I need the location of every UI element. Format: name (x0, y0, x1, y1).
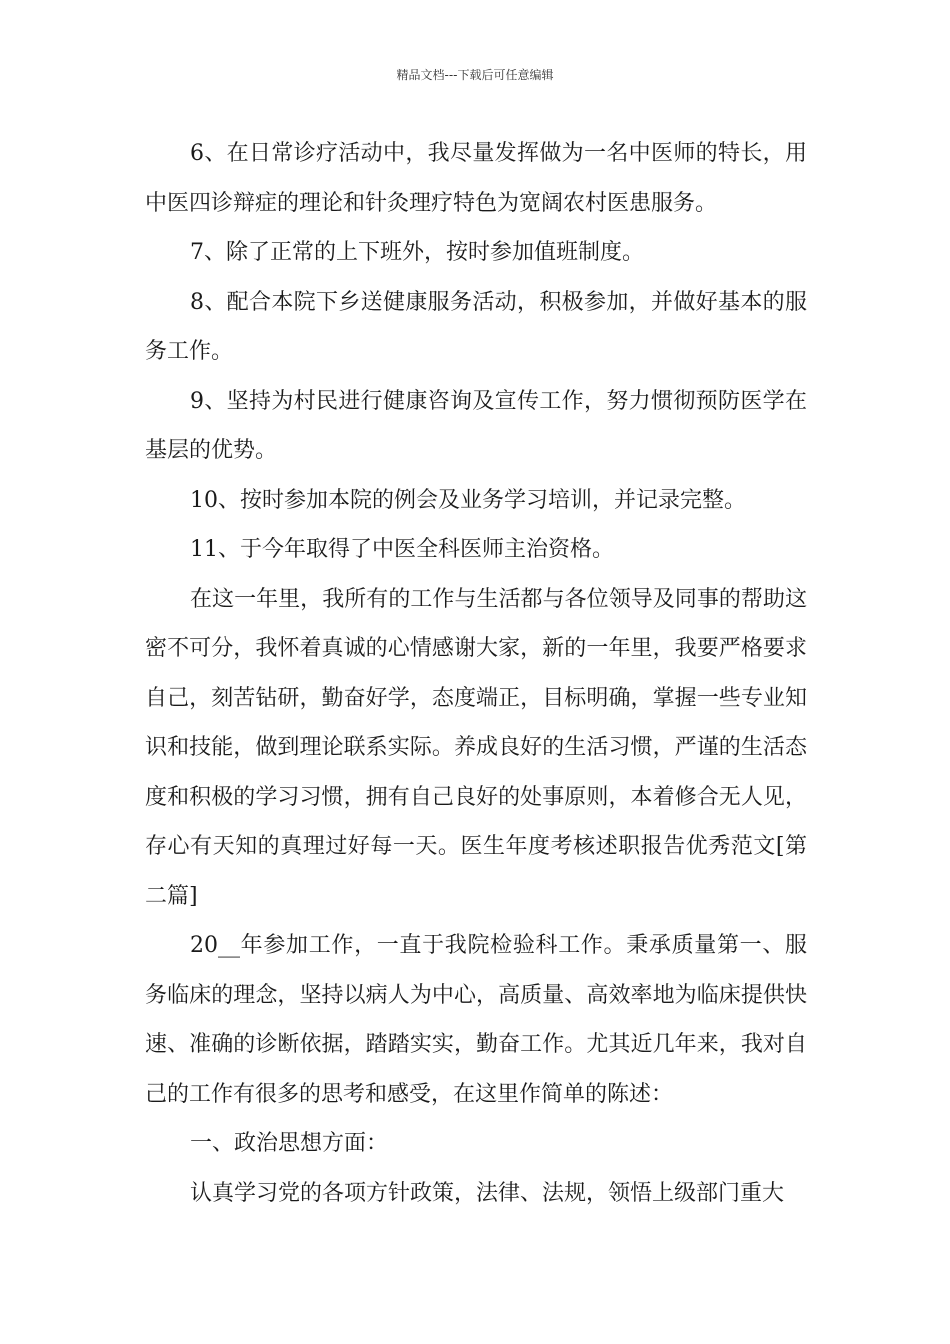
page-header: 精品文档---下载后可任意编辑 (396, 68, 554, 82)
paragraph-item-9: 9、坚持为村民进行健康咨询及宣传工作，努力惯彻预防医学在基层的优势。 (145, 388, 807, 463)
paragraph-summary: 在这一年里，我所有的工作与生活都与各位领导及同事的帮助这密不可分，我怀着真诚的心情感谢大家，新的一年里，我要严格要求自己，刻苦钻研，勤奋好学，态度端正，目标明确，掌握一些专业知识和技能，做到理论联系实际。养成良好的生活习惯，严谨的生活态度和积极的学习习惯，拥有自己良好的处事原则，本着修合无人见，存心有天知的真理过好每一天。医生年度考核述职报告优秀范文[第二篇] (145, 586, 807, 909)
paragraph-item-8: 8、配合本院下乡送健康服务活动，积极参加，并做好基本的服务工作。 (145, 289, 807, 364)
paragraph-political-content: 认真学习党的各项方针政策，法律、法规，领悟上级部门重大 (190, 1180, 785, 1206)
paragraph-second-article-intro: 20__年参加工作，一直于我院检验科工作。秉承质量第一、服务临床的理念，坚持以病人为中心，高质量、高效率地为临床提供快速、准确的诊断依据，踏踏实实，勤奋工作。尤其近几年来，我对自己的工作有很多的思考和感受，在这里作简单的陈述： (145, 933, 807, 1107)
paragraph-item-10: 10、按时参加本院的例会及业务学习培训，并记录完整。 (190, 487, 746, 513)
paragraph-item-6: 6、在日常诊疗活动中，我尽量发挥做为一名中医师的特长，用中医四诊辩症的理论和针灸理疗特色为宽阔农村医患服务。 (145, 141, 807, 216)
document-body (145, 129, 807, 1218)
paragraph-item-11: 11、于今年取得了中医全科医师主治资格。 (190, 537, 614, 562)
paragraph-item-7: 7、除了正常的上下班外，按时参加值班制度。 (190, 240, 644, 265)
section-heading-political: 一、政治思想方面： (190, 1131, 389, 1156)
